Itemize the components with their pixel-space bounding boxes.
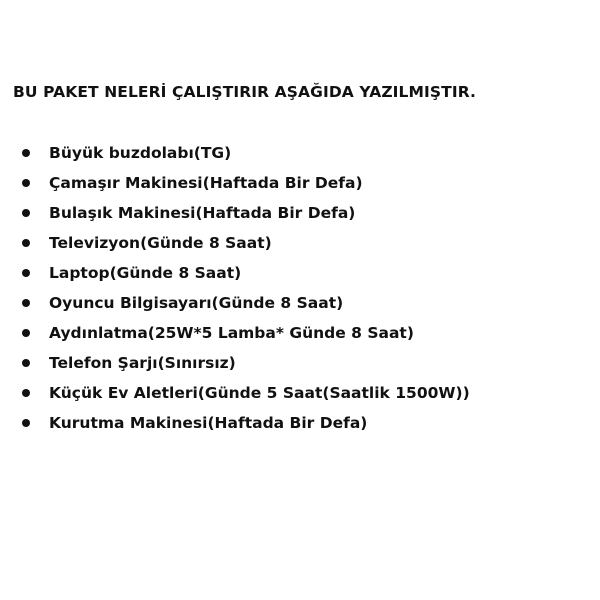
bullet-icon — [22, 419, 30, 427]
list-item-text: Büyük buzdolabı(TG) — [49, 144, 232, 162]
bullet-icon — [22, 149, 30, 157]
list-item — [20, 381, 590, 411]
list-item-text: Telefon Şarjı(Sınırsız) — [49, 354, 236, 372]
list-item — [20, 321, 590, 351]
list-item-text: Kurutma Makinesi(Haftada Bir Defa) — [49, 414, 368, 432]
list-item-text: Bulaşık Makinesi(Haftada Bir Defa) — [49, 204, 356, 222]
list-item-text: Küçük Ev Aletleri(Günde 5 Saat(Saatlik 1500W)) — [49, 384, 470, 402]
list-item — [20, 261, 590, 291]
bullet-icon — [22, 299, 30, 307]
page-heading: BU PAKET NELERİ ÇALIŞTIRIR AŞAĞIDA YAZILMIŞTIR. — [13, 83, 477, 101]
list-item-text: Laptop(Günde 8 Saat) — [49, 264, 242, 282]
bullet-icon — [22, 269, 30, 277]
bullet-icon — [22, 179, 30, 187]
list-item — [20, 171, 590, 201]
bullet-icon — [22, 329, 30, 337]
bullet-icon — [22, 389, 30, 397]
list-item — [20, 411, 590, 441]
bullet-icon — [22, 209, 30, 217]
list-item — [20, 141, 590, 171]
list-item-text: Televizyon(Günde 8 Saat) — [49, 234, 272, 252]
list-item — [20, 201, 590, 231]
list-item — [20, 351, 590, 381]
list-item-text: Aydınlatma(25W*5 Lamba* Günde 8 Saat) — [49, 324, 414, 342]
bullet-icon — [22, 239, 30, 247]
appliance-list — [20, 141, 590, 441]
list-item — [20, 231, 590, 261]
list-item-text: Çamaşır Makinesi(Haftada Bir Defa) — [49, 174, 363, 192]
bullet-icon — [22, 359, 30, 367]
list-item — [20, 291, 590, 321]
list-item-text: Oyuncu Bilgisayarı(Günde 8 Saat) — [49, 294, 344, 312]
